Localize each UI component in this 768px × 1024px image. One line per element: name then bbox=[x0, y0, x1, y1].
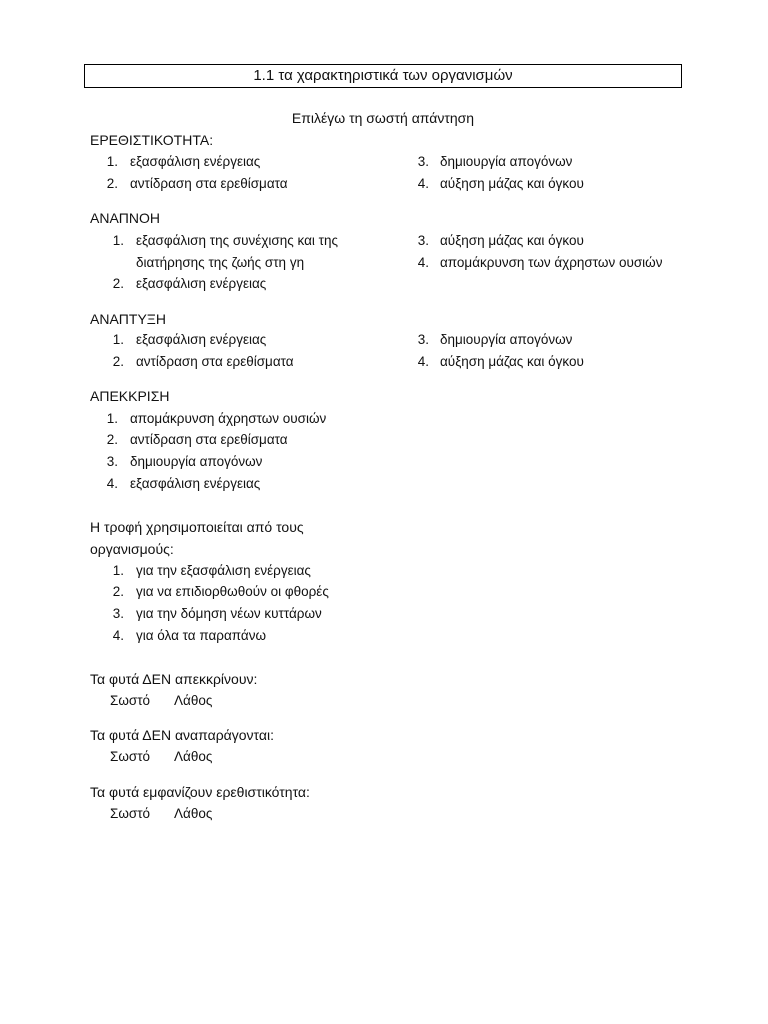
question-heading-erethistikotita: ΕΡΕΘΙΣΤΙΚΟΤΗΤΑ: bbox=[90, 132, 214, 148]
option-text: εξασφάλιση της συνέχισης και της bbox=[136, 233, 338, 248]
tf-question: Τα φυτά ΔΕΝ αναπαράγονται: bbox=[90, 727, 274, 743]
true-option[interactable]: Σωστό bbox=[110, 693, 151, 708]
tf-answers bbox=[110, 690, 212, 712]
option-text: απομάκρυνση των άχρηστων ουσιών bbox=[440, 255, 663, 270]
option-number: 1. bbox=[106, 411, 118, 426]
tf-answers bbox=[110, 803, 212, 825]
option-text: αύξηση μάζας και όγκου bbox=[440, 176, 584, 191]
option-text: για όλα τα παραπάνω bbox=[136, 628, 266, 643]
option-number: 3. bbox=[417, 233, 429, 248]
tf-question: Τα φυτά ΔΕΝ απεκκρίνουν: bbox=[90, 671, 258, 687]
option-text: δημιουργία απογόνων bbox=[130, 454, 263, 469]
option-number: 3. bbox=[112, 606, 124, 621]
option-text: αντίδραση στα ερεθίσματα bbox=[130, 432, 288, 447]
option-number: 2. bbox=[106, 432, 118, 447]
false-option[interactable]: Λάθος bbox=[174, 693, 213, 708]
option-text: για την δόμηση νέων κυττάρων bbox=[136, 606, 322, 621]
option-number: 2. bbox=[106, 176, 118, 191]
option-text: δημιουργία απογόνων bbox=[440, 332, 573, 347]
option-number: 1. bbox=[112, 233, 124, 248]
option-number: 4. bbox=[417, 255, 429, 270]
option-number: 1. bbox=[112, 563, 124, 578]
tf-question: Τα φυτά εμφανίζουν ερεθιστικότητα: bbox=[90, 784, 310, 800]
option-text: εξασφάλιση ενέργειας bbox=[136, 276, 267, 291]
option-text: εξασφάλιση ενέργειας bbox=[130, 154, 261, 169]
instruction: Επιλέγω τη σωστή απάντηση bbox=[291, 110, 475, 126]
true-option[interactable]: Σωστό bbox=[110, 749, 151, 764]
option-text: δημιουργία απογόνων bbox=[440, 154, 573, 169]
option-number: 4. bbox=[417, 354, 429, 369]
page-title: 1.1 τα χαρακτηριστικά των οργανισμών bbox=[84, 64, 682, 88]
option-text: αντίδραση στα ερεθίσματα bbox=[136, 354, 294, 369]
question-heading-trofi: Η τροφή χρησιμοποιείται από τους bbox=[90, 519, 304, 535]
option-number: 2. bbox=[112, 584, 124, 599]
option-number: 2. bbox=[112, 354, 124, 369]
option-text: εξασφάλιση ενέργειας bbox=[136, 332, 267, 347]
option-text: για την εξασφάλιση ενέργειας bbox=[136, 563, 311, 578]
option-text: εξασφάλιση ενέργειας bbox=[130, 476, 261, 491]
option-number: 1. bbox=[106, 154, 118, 169]
question-heading-apekkrisi: ΑΠΕΚΚΡΙΣΗ bbox=[90, 388, 170, 404]
question-heading-anapnoi: ΑΝΑΠΝΟΗ bbox=[90, 210, 161, 226]
question-heading-trofi-line2: οργανισμούς: bbox=[90, 541, 174, 557]
option-number: 3. bbox=[417, 154, 429, 169]
option-text: αντίδραση στα ερεθίσματα bbox=[130, 176, 288, 191]
option-number: 3. bbox=[417, 332, 429, 347]
option-text: αύξηση μάζας και όγκου bbox=[440, 233, 584, 248]
tf-answers bbox=[110, 746, 212, 768]
option-text: για να επιδιορθωθούν οι φθορές bbox=[136, 584, 329, 599]
false-option[interactable]: Λάθος bbox=[174, 806, 213, 821]
option-text: διατήρησης της ζωής στη γη bbox=[136, 255, 305, 270]
option-number: 4. bbox=[106, 476, 118, 491]
option-number: 4. bbox=[417, 176, 429, 191]
option-text: αύξηση μάζας και όγκου bbox=[440, 354, 584, 369]
option-text: απομάκρυνση άχρηστων ουσιών bbox=[130, 411, 327, 426]
option-number: 1. bbox=[112, 332, 124, 347]
true-option[interactable]: Σωστό bbox=[110, 806, 151, 821]
option-number: 3. bbox=[106, 454, 118, 469]
false-option[interactable]: Λάθος bbox=[174, 749, 213, 764]
question-heading-anaptyxi: ΑΝΑΠΤΥΞΗ bbox=[90, 311, 166, 327]
option-number: 4. bbox=[112, 628, 124, 643]
option-number: 2. bbox=[112, 276, 124, 291]
